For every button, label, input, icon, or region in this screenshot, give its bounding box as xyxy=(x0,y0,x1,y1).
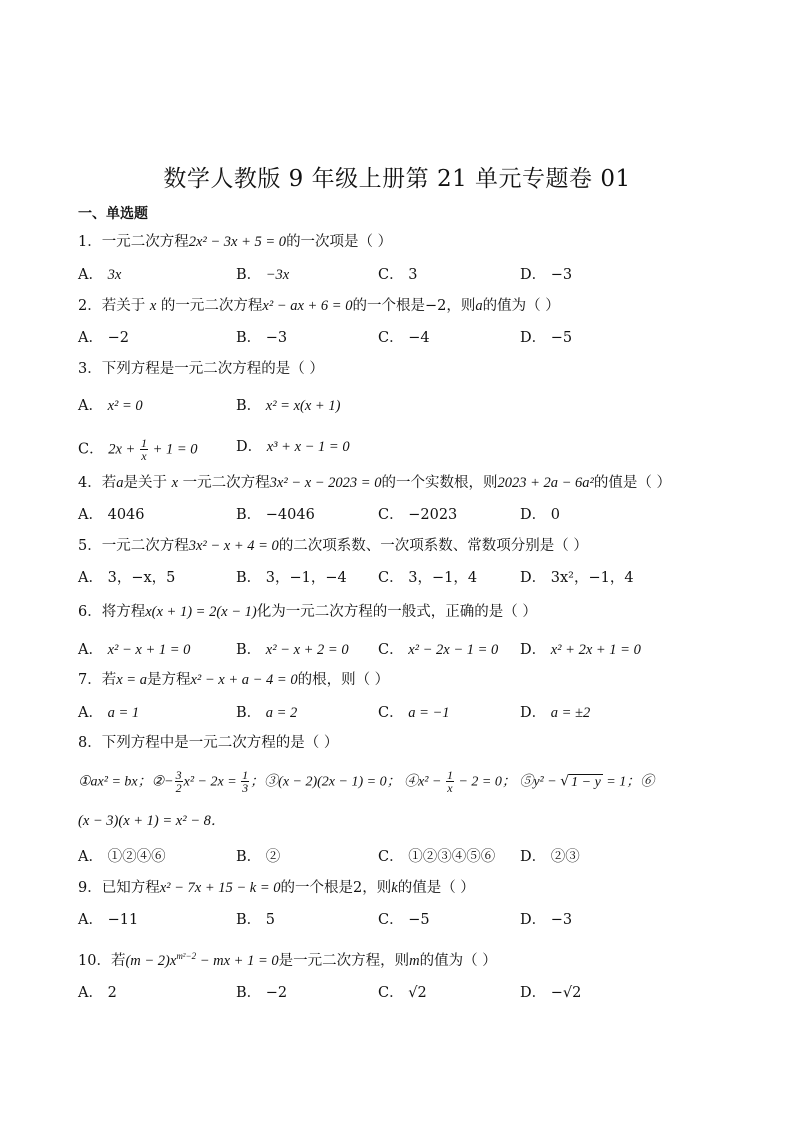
option-c[interactable]: C． a = −1 xyxy=(378,705,450,721)
question-5-stem: 5．一元二次方程3x² − x + 4 = 0的二次项系数、一次项系数、常数项分别是（ ） xyxy=(78,538,588,554)
option-a[interactable]: A． 2 xyxy=(78,985,117,1001)
option-a[interactable]: A． 4046 xyxy=(78,507,145,523)
option-a[interactable]: A． 3x xyxy=(78,267,122,283)
option-a[interactable]: A． a = 1 xyxy=(78,705,140,721)
option-c[interactable]: C． 3，−1，4 xyxy=(378,570,478,586)
option-d[interactable]: D． −√2 xyxy=(520,985,582,1001)
option-d[interactable]: D． 3x²，−1，4 xyxy=(520,570,634,586)
option-b[interactable]: B． −4046 xyxy=(236,507,315,523)
option-b[interactable]: B． x² − x + 2 = 0 xyxy=(236,642,349,658)
option-a[interactable]: A． 3，−x，5 xyxy=(78,570,176,586)
option-d[interactable]: D． −3 xyxy=(520,267,573,283)
option-b[interactable]: B． −2 xyxy=(236,985,288,1001)
question-1-stem: 1．一元二次方程2x² − 3x + 5 = 0的一次项是（ ） xyxy=(78,234,393,250)
option-b[interactable]: B． 5 xyxy=(236,912,275,928)
option-c[interactable]: C． 3 xyxy=(378,267,418,283)
section-heading: 一、单选题 xyxy=(78,206,148,222)
option-c[interactable]: C． 2x + $\frac{1}{x}$ + 1 = 0 xyxy=(78,436,198,463)
option-d[interactable]: D． 0 xyxy=(520,507,560,523)
option-a[interactable]: A． x² = 0 xyxy=(78,398,143,414)
option-d[interactable]: D． x³ + x − 1 = 0 xyxy=(236,439,350,455)
question-4-stem: 4．若a是关于 x 一元二次方程3x² − x − 2023 = 0的一个实数根，则2023 + 2a − 6a²的值是（ ） xyxy=(78,475,671,491)
question-10-stem: 10．若$(m - 2)x^{m^2-2}$ − mx + 1 = 0是一元二次方程，则m的值为（ ） xyxy=(78,951,497,969)
question-8-stem: 8．下列方程中是一元二次方程的是（ ） xyxy=(78,735,339,751)
option-b[interactable]: B． −3 xyxy=(236,330,288,346)
option-a[interactable]: A． ①②④⑥ xyxy=(78,849,166,865)
question-7-stem: 7．若x = a是方程x² − x + a − 4 = 0的根，则（ ） xyxy=(78,672,390,688)
option-d[interactable]: D． −3 xyxy=(520,912,573,928)
question-8-equations-line-1: ①ax² = bx；②− $\frac{3}{2}$ x² − 2x = $\frac{1}{3}$ ；③(x − 2)(2x − 1) = 0； ④x² − $\frac{1}{x}$ − 2 = 0； ⑤y² − √ 1 − y = 1；⑥ xyxy=(78,768,655,795)
option-b[interactable]: B． a = 2 xyxy=(236,705,298,721)
option-c[interactable]: C． x² − 2x − 1 = 0 xyxy=(378,642,499,658)
option-c[interactable]: C． ①②③④⑤⑥ xyxy=(378,849,496,865)
option-c[interactable]: C． √2 xyxy=(378,985,427,1001)
option-b[interactable]: B． x² = x(x + 1) xyxy=(236,398,341,414)
option-c[interactable]: C． −5 xyxy=(378,912,430,928)
page-title: 数学人教版 9 年级上册第 21 单元专题卷 01 xyxy=(163,166,631,192)
option-d[interactable]: D． −5 xyxy=(520,330,573,346)
option-c[interactable]: C． −4 xyxy=(378,330,430,346)
question-8-equations-line-2: (x − 3)(x + 1) = x² − 8． xyxy=(78,813,226,829)
question-6-stem: 6．将方程x(x + 1) = 2(x − 1)化为一元二次方程的一般式，正确的是（ ） xyxy=(78,604,537,620)
question-2-stem: 2．若关于 x 的一元二次方程x² − ax + 6 = 0的一个根是−2，则a的值为（ ） xyxy=(78,298,560,314)
option-b[interactable]: B． ② xyxy=(236,849,281,865)
option-d[interactable]: D． ②③ xyxy=(520,849,580,865)
option-c[interactable]: C． −2023 xyxy=(378,507,458,523)
option-a[interactable]: A． −11 xyxy=(78,912,139,928)
option-d[interactable]: D． a = ±2 xyxy=(520,705,591,721)
option-d[interactable]: D． x² + 2x + 1 = 0 xyxy=(520,642,641,658)
option-b[interactable]: B． −3x xyxy=(236,267,290,283)
option-a[interactable]: A． −2 xyxy=(78,330,129,346)
question-9-stem: 9．已知方程x² − 7x + 15 − k = 0的一个根是2，则k的值是（ ） xyxy=(78,880,475,896)
option-b[interactable]: B． 3，−1，−4 xyxy=(236,570,347,586)
option-a[interactable]: A． x² − x + 1 = 0 xyxy=(78,642,191,658)
question-3-stem: 3．下列方程是一元二次方程的是（ ） xyxy=(78,361,324,377)
